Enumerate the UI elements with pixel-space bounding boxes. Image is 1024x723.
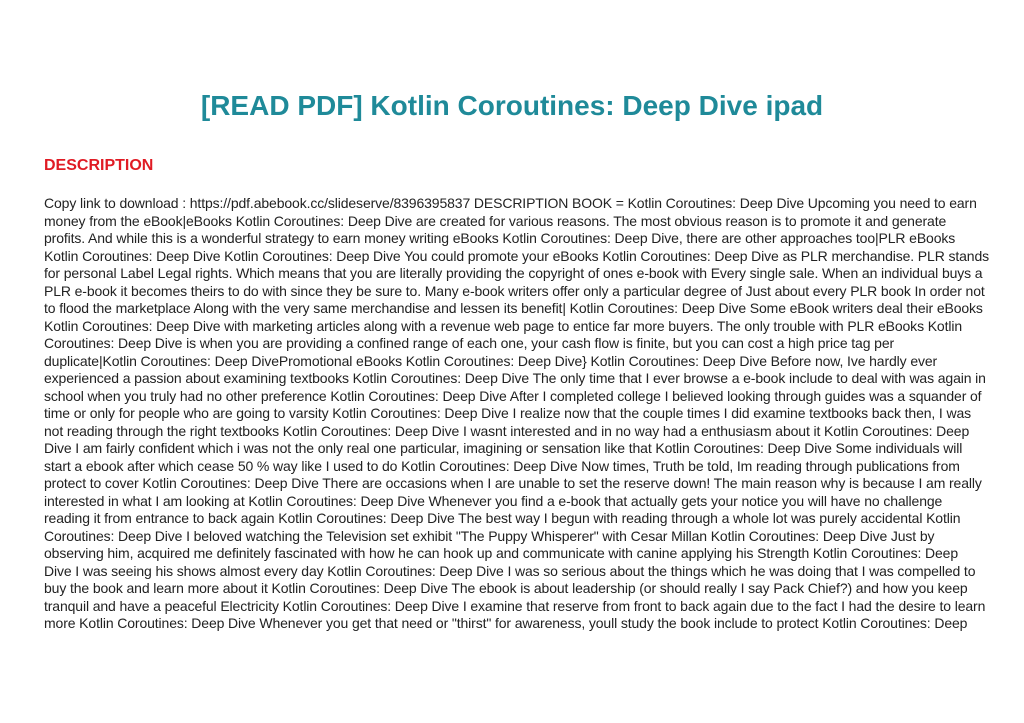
description-heading: DESCRIPTION bbox=[44, 157, 154, 174]
page-title: [READ PDF] Kotlin Coroutines: Deep Dive ipad bbox=[200, 90, 824, 121]
description-body: Copy link to download : https://pdf.abebook.cc/slideserve/8396395837 DESCRIPTION BOOK = Kotlin Coroutines: Deep Dive Upcoming you need to earn money from the eBook|eBooks Kotlin Coroutines: Deep Dive are created for various reasons. The most obvious reason is to promote it and generate profits. And while this is a wonderful strategy to earn money writing eBooks Kotlin Coroutines: Deep Dive, there are other approaches too|PLR eBooks Kotlin Coroutines: Deep Dive Kotlin Coroutines: Deep Dive You could promote your eBooks Kotlin Coroutines: Deep Dive as PLR merchandise. PLR stands for personal Label Legal rights. Which means that you are literally providing the copyright of ones e-book with Every single sale. When an individual buys a PLR e-book it becomes theirs to do with since they be sure to. Many e-book writers offer only a particular degree of Just about every PLR book In order not to flood the marketplace Along with the very same merchandise and lessen its benefit| Kotlin Coroutines: Deep Dive Some eBook writers deal their eBooks Kotlin Coroutines: Deep Dive with marketing articles along with a revenue web page to entice far more buyers. The only trouble with PLR eBooks Kotlin Coroutines: Deep Dive is when you are providing a confined range of each one, your cash flow is finite, but you can cost a high price tag per duplicate|Kotlin Coroutines: Deep DivePromotional eBooks Kotlin Coroutines: Deep Dive} Kotlin Coroutines: Deep Dive Before now, Ive hardly ever experienced a passion about examining textbooks Kotlin Coroutines: Deep Dive The only time that I ever browse a e-book include to deal with was again in school when you truly had no other preference Kotlin Coroutines: Deep Dive After I completed college I believed looking through guides was a squander of time or only for people who are going to varsity Kotlin Coroutines: Deep Dive I realize now that the couple times I did examine textbooks back then, I was not reading through the right textbooks Kotlin Coroutines: Deep Dive I wasnt interested and in no way had a enthusiasm about it Kotlin Coroutines: Deep Dive I am fairly confident which i was not the only real one particular, imagining or sensation like that Kotlin Coroutines: Deep Dive Some individuals will start a ebook after which cease 50 % way like I used to do Kotlin Coroutines: Deep Dive Now times, Truth be told, Im reading through publications from protect to cover Kotlin Coroutines: Deep Dive There are occasions when I are unable to set the reserve down! The main reason why is because I am really interested in what I am looking at Kotlin Coroutines: Deep Dive Whenever you find a e-book that actually gets your notice you will have no challenge reading it from entrance to back again Kotlin Coroutines: Deep Dive The best way I begun with reading through a whole lot was purely accidental Kotlin Coroutines: Deep Dive I beloved watching the Television set exhibit "The Puppy Whisperer" with Cesar Millan Kotlin Coroutines: Deep Dive Just by observing him, acquired me definitely fascinated with how he can hook up and communicate with canine applying his Strength Kotlin Coroutines: Deep Dive I was seeing his shows almost every day Kotlin Coroutines: Deep Dive I was so serious about the things which he was doing that I was compelled to buy the book and learn more about it Kotlin Coroutines: Deep Dive The ebook is about leadership (or should really I say Pack Chief?) and how you keep tranquil and have a peaceful Electricity Kotlin Coroutines: Deep Dive I examine that reserve from front to back again due to the fact I had the desire to learn more Kotlin Coroutines: Deep Dive Whenever you get that need or "thirst" for awareness, youll study the book include to protect Kotlin Coroutines: Deep bbox=[44, 195, 989, 631]
